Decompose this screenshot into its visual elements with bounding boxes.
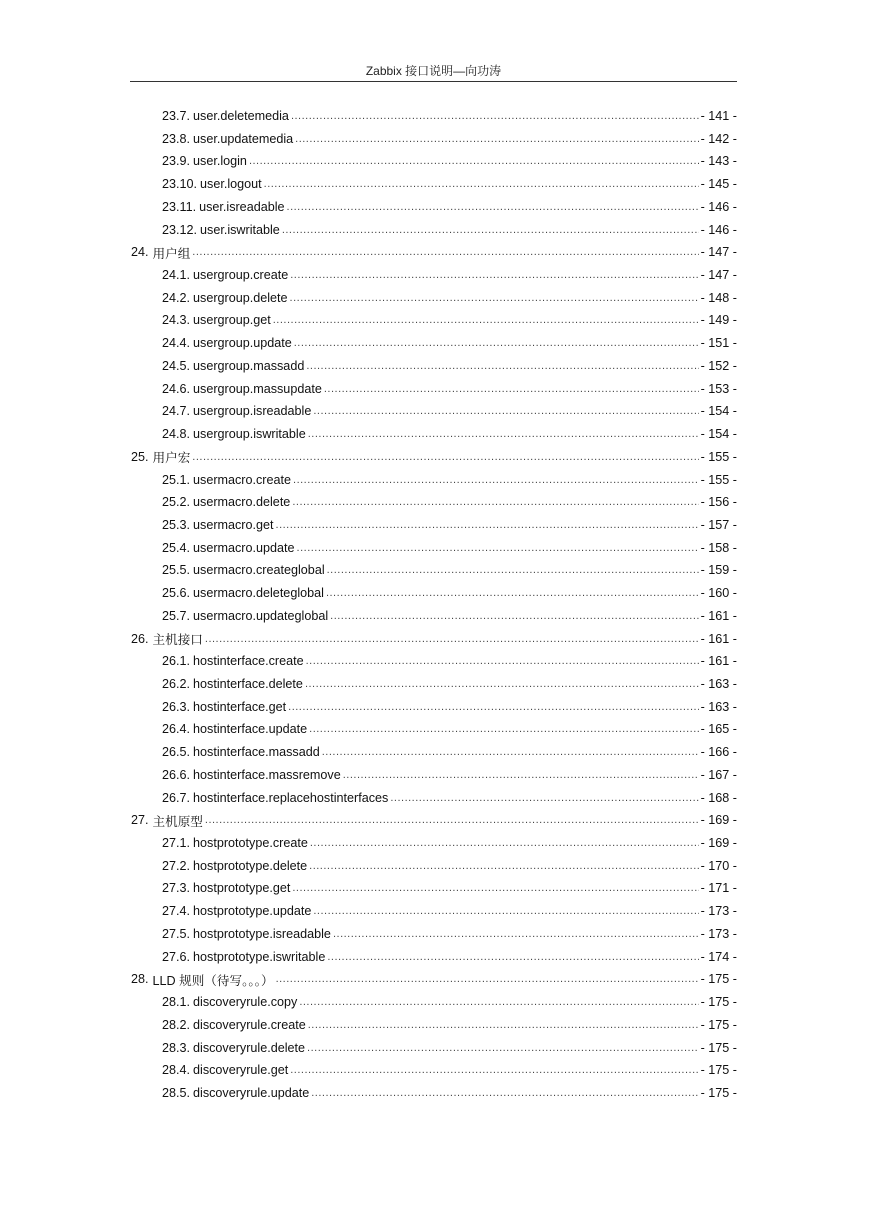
toc-entry-number: 25.	[131, 449, 149, 464]
toc-entry-title: usermacro.delete	[193, 495, 291, 510]
toc-section-entry[interactable]	[162, 923, 737, 945]
toc-entry-number: 26.7.	[162, 790, 191, 805]
toc-page-number: - 158 -	[700, 540, 737, 555]
toc-page-number: - 163 -	[700, 699, 737, 714]
toc-chapter-entry[interactable]	[131, 446, 737, 468]
toc-entry-number: 24.3.	[162, 313, 191, 328]
toc-entry-title: 主机原型	[152, 814, 203, 829]
toc-page-number: - 155 -	[700, 472, 737, 487]
toc-entry-number: 26.	[131, 631, 149, 646]
toc-entry-title: hostinterface.delete	[193, 677, 303, 691]
toc-entry-number: 23.7.	[162, 109, 191, 123]
toc-page-number: - 161 -	[700, 654, 737, 669]
toc-entry-number: 25.3.	[162, 517, 191, 532]
toc-page-number: - 156 -	[700, 495, 737, 510]
toc-page-number: - 174 -	[700, 949, 737, 964]
toc-section-entry[interactable]	[162, 423, 737, 445]
toc-entry-number: 27.2.	[162, 858, 191, 873]
toc-page-number: - 173 -	[700, 926, 737, 941]
toc-page-number: - 163 -	[700, 677, 737, 691]
toc-entry-title: discoveryrule.get	[193, 1063, 289, 1078]
toc-page-number: - 155 -	[700, 449, 737, 464]
toc-page-number: - 149 -	[700, 313, 737, 328]
toc-entry-title: usergroup.iswritable	[193, 427, 306, 442]
toc-entry-number: 23.12.	[162, 222, 198, 237]
toc-page-number: - 151 -	[700, 336, 737, 351]
toc-section-entry[interactable]	[162, 514, 737, 536]
toc-entry-title: discoveryrule.update	[193, 1085, 310, 1100]
toc-entry-number: 23.10.	[162, 177, 198, 192]
toc-entry-number: 27.1.	[162, 836, 191, 851]
toc-page-number: - 175 -	[700, 1063, 737, 1078]
toc-dot-leader	[308, 423, 699, 445]
toc-section-entry[interactable]	[162, 287, 737, 309]
toc-dot-leader	[292, 877, 698, 899]
toc-entry-number: 23.9.	[162, 154, 191, 169]
toc-entry-number: 24.2.	[162, 290, 191, 305]
toc-section-entry[interactable]	[162, 128, 737, 150]
toc-chapter-entry[interactable]	[131, 809, 737, 831]
toc-section-entry[interactable]	[162, 1014, 737, 1036]
toc-page-number: - 146 -	[700, 199, 737, 214]
toc-dot-leader	[311, 1082, 698, 1104]
toc-page-number: - 169 -	[700, 836, 737, 851]
toc-entry-title: 主机接口	[152, 633, 203, 648]
toc-entry-number: 26.1.	[162, 654, 191, 669]
toc-entry-number: 23.8.	[162, 131, 191, 146]
toc-section-entry[interactable]	[162, 469, 737, 491]
toc-dot-leader	[330, 605, 698, 627]
toc-entry-title: usergroup.create	[193, 268, 289, 283]
toc-entry-number: 28.5.	[162, 1085, 191, 1100]
toc-entry-title: usergroup.isreadable	[193, 404, 312, 419]
toc-entry-number: 24.8.	[162, 427, 191, 442]
toc-entry-number: 25.5.	[162, 563, 191, 578]
toc-section-entry[interactable]	[162, 309, 737, 331]
toc-entry-number: 24.1.	[162, 268, 191, 283]
toc-page-number: - 175 -	[700, 1040, 737, 1055]
toc-dot-leader	[294, 332, 699, 354]
toc-section-entry[interactable]	[162, 741, 737, 763]
toc-section-entry[interactable]	[162, 196, 737, 218]
toc-section-entry[interactable]	[162, 400, 737, 422]
toc-entry-title: hostinterface.massremove	[193, 767, 341, 782]
toc-entry-title: hostprototype.create	[193, 836, 308, 851]
toc-section-entry[interactable]	[162, 559, 737, 581]
toc-dot-leader	[264, 173, 699, 195]
toc-page-number: - 143 -	[700, 154, 737, 169]
toc-entry-number: 26.5.	[162, 745, 191, 760]
toc-entry-title: hostinterface.get	[193, 699, 287, 714]
toc-entry-title: usergroup.massadd	[193, 358, 305, 373]
page-header: Zabbix 接口说明—向功涛	[365, 64, 502, 78]
toc-page-number: - 142 -	[700, 131, 737, 146]
toc-entry-number: 25.4.	[162, 540, 191, 555]
toc-entry-title: usergroup.massupdate	[193, 381, 322, 396]
toc-entry-number: 25.6.	[162, 586, 191, 601]
toc-section-entry[interactable]	[162, 219, 737, 241]
toc-section-entry[interactable]	[162, 673, 737, 695]
toc-entry-number: 26.2.	[162, 677, 191, 691]
toc-page-number: - 148 -	[700, 290, 737, 305]
toc-entry-title: hostprototype.get	[193, 881, 291, 896]
toc-dot-leader	[306, 355, 698, 377]
toc-entry-title: 用户组	[152, 246, 191, 261]
toc-dot-leader	[333, 923, 699, 945]
toc-page-number: - 160 -	[700, 586, 737, 601]
toc-section-entry[interactable]	[162, 832, 737, 854]
toc-entry-number: 27.	[131, 813, 149, 828]
toc-entry-title: hostprototype.update	[193, 904, 312, 919]
toc-page-number: - 146 -	[700, 222, 737, 237]
toc-entry-title: hostprototype.delete	[193, 858, 308, 873]
toc-dot-leader	[305, 673, 699, 695]
toc-entry-title: user.login	[193, 154, 247, 169]
toc-page-number: - 154 -	[700, 404, 737, 419]
toc-page-number: - 161 -	[700, 631, 737, 646]
toc-entry-number: 24.4.	[162, 336, 191, 351]
toc-entry-title: user.iswritable	[200, 222, 280, 237]
toc-entry-number: 26.4.	[162, 722, 191, 737]
toc-dot-leader	[249, 150, 699, 172]
toc-dot-leader	[390, 787, 698, 809]
toc-page-number: - 141 -	[700, 109, 737, 123]
toc-dot-leader	[288, 696, 698, 718]
toc-section-entry[interactable]	[162, 1037, 737, 1059]
toc-section-entry[interactable]	[162, 991, 737, 1013]
toc-section-entry[interactable]	[162, 332, 737, 354]
toc-page-number: - 152 -	[700, 358, 737, 373]
toc-page-number: - 175 -	[700, 1085, 737, 1100]
toc-entry-title: usermacro.create	[193, 472, 292, 487]
toc-dot-leader	[276, 968, 699, 990]
toc-dot-leader	[310, 832, 699, 854]
toc-dot-leader	[192, 241, 698, 263]
toc-section-entry[interactable]	[162, 946, 737, 968]
toc-entry-title: usergroup.delete	[193, 290, 288, 305]
toc-entry-title: usermacro.updateglobal	[193, 608, 329, 623]
toc-entry-number: 24.7.	[162, 404, 191, 419]
toc-section-entry[interactable]	[162, 605, 737, 627]
toc-dot-leader	[297, 537, 699, 559]
toc-section-entry[interactable]	[162, 764, 737, 786]
toc-entry-number: 28.3.	[162, 1040, 191, 1055]
toc-page-number: - 169 -	[700, 813, 737, 828]
toc-section-entry[interactable]	[162, 1082, 737, 1104]
toc-dot-leader	[309, 718, 698, 740]
toc-section-entry[interactable]	[162, 877, 737, 899]
toc-entry-number: 25.7.	[162, 608, 191, 623]
toc-page-number: - 173 -	[700, 904, 737, 919]
toc-dot-leader	[290, 287, 699, 309]
toc-section-entry[interactable]	[162, 1059, 737, 1081]
toc-section-entry[interactable]	[162, 718, 737, 740]
toc-page-number: - 170 -	[700, 858, 737, 873]
toc-page-number: - 175 -	[700, 1017, 737, 1032]
toc-page-number: - 147 -	[700, 245, 737, 260]
toc-entry-title: discoveryrule.copy	[193, 995, 298, 1010]
toc-dot-leader	[343, 764, 699, 786]
toc-dot-leader	[313, 900, 698, 922]
toc-page-number: - 175 -	[700, 995, 737, 1010]
toc-dot-leader	[282, 219, 699, 241]
toc-page-number: - 168 -	[700, 790, 737, 805]
toc-section-entry[interactable]	[162, 491, 737, 513]
toc-page-number: - 154 -	[700, 427, 737, 442]
toc-dot-leader	[306, 650, 699, 672]
toc-entry-title: hostprototype.iswritable	[193, 949, 326, 964]
toc-entry-title: LLD 规则（待写。。。）	[152, 973, 274, 988]
toc-dot-leader	[308, 1014, 699, 1036]
toc-entry-title: hostinterface.update	[193, 722, 308, 737]
toc-section-entry[interactable]	[162, 105, 737, 127]
toc-section-entry[interactable]	[162, 378, 737, 400]
toc-section-entry[interactable]	[162, 173, 737, 195]
toc-page-number: - 153 -	[700, 381, 737, 396]
toc-entry-number: 28.2.	[162, 1017, 191, 1032]
toc-section-entry[interactable]	[162, 650, 737, 672]
toc-entry-title: discoveryrule.delete	[193, 1040, 306, 1055]
toc-dot-leader	[205, 628, 699, 650]
toc-chapter-entry[interactable]	[131, 241, 737, 263]
toc-page-number: - 145 -	[700, 177, 737, 192]
toc-dot-leader	[327, 559, 699, 581]
toc-dot-leader	[291, 105, 699, 127]
toc-dot-leader	[205, 809, 699, 831]
toc-section-entry[interactable]	[162, 582, 737, 604]
toc-section-entry[interactable]	[162, 264, 737, 286]
toc-page-number: - 157 -	[700, 517, 737, 532]
toc-dot-leader	[290, 1059, 698, 1081]
toc-entry-title: usermacro.update	[193, 540, 295, 555]
toc-dot-leader	[276, 514, 699, 536]
toc-entry-title: hostinterface.massadd	[193, 745, 320, 760]
toc-entry-title: hostinterface.replacehostinterfaces	[193, 790, 389, 805]
toc-section-entry[interactable]	[162, 900, 737, 922]
toc-entry-title: usermacro.createglobal	[193, 563, 325, 578]
toc-entry-number: 28.4.	[162, 1063, 191, 1078]
toc-page-number: - 167 -	[700, 767, 737, 782]
toc-dot-leader	[322, 741, 699, 763]
toc-entry-title: usergroup.update	[193, 336, 292, 351]
toc-page-number: - 159 -	[700, 563, 737, 578]
toc-section-entry[interactable]	[162, 150, 737, 172]
toc-entry-title: hostinterface.create	[193, 654, 304, 669]
toc-entry-number: 27.5.	[162, 926, 191, 941]
toc-entry-title: 用户宏	[152, 451, 191, 466]
toc-entry-number: 25.2.	[162, 495, 191, 510]
toc-dot-leader	[299, 991, 698, 1013]
toc-entry-number: 25.1.	[162, 472, 191, 487]
toc-entry-title: user.isreadable	[199, 199, 285, 214]
toc-page-number: - 166 -	[700, 745, 737, 760]
toc-dot-leader	[287, 196, 699, 218]
toc-page-number: - 175 -	[700, 972, 737, 987]
toc-entry-title: hostprototype.isreadable	[193, 926, 331, 941]
toc-dot-leader	[327, 946, 698, 968]
toc-chapter-entry[interactable]	[131, 628, 737, 650]
toc-entry-title: usermacro.deleteglobal	[193, 586, 324, 601]
toc-section-entry[interactable]	[162, 787, 737, 809]
toc-dot-leader	[192, 446, 698, 468]
toc-entry-number: 23.11.	[162, 199, 197, 214]
toc-dot-leader	[292, 491, 698, 513]
toc-dot-leader	[309, 855, 698, 877]
toc-entry-title: user.updatemedia	[193, 131, 294, 146]
toc-entry-title: user.deletemedia	[193, 109, 289, 123]
toc-page-number: - 161 -	[700, 608, 737, 623]
toc-entry-title: discoveryrule.create	[193, 1017, 306, 1032]
toc-entry-title: user.logout	[200, 177, 262, 192]
header-divider	[130, 81, 737, 82]
toc-section-entry[interactable]	[162, 696, 737, 718]
toc-entry-number: 27.4.	[162, 904, 191, 919]
toc-chapter-entry[interactable]	[131, 968, 737, 990]
toc-dot-leader	[313, 400, 698, 422]
toc-entry-number: 27.3.	[162, 881, 191, 896]
toc-entry-number: 24.	[131, 245, 149, 260]
toc-dot-leader	[290, 264, 698, 286]
toc-entry-number: 26.6.	[162, 767, 191, 782]
toc-page-number: - 171 -	[700, 881, 737, 896]
toc-section-entry[interactable]	[162, 855, 737, 877]
toc-entry-number: 27.6.	[162, 949, 191, 964]
toc-section-entry[interactable]	[162, 537, 737, 559]
toc-page-number: - 147 -	[700, 268, 737, 283]
toc-section-entry[interactable]	[162, 355, 737, 377]
toc-entry-number: 24.5.	[162, 358, 191, 373]
toc-dot-leader	[324, 378, 699, 400]
toc-entry-number: 26.3.	[162, 699, 191, 714]
toc-dot-leader	[293, 469, 699, 491]
toc-dot-leader	[295, 128, 698, 150]
toc-entry-number: 24.6.	[162, 381, 191, 396]
toc-dot-leader	[273, 309, 699, 331]
toc-entry-title: usermacro.get	[193, 517, 274, 532]
toc-dot-leader	[307, 1037, 699, 1059]
toc-entry-title: usergroup.get	[193, 313, 271, 328]
toc-page-number: - 165 -	[700, 722, 737, 737]
toc-dot-leader	[326, 582, 699, 604]
toc-entry-number: 28.1.	[162, 995, 191, 1010]
toc-entry-number: 28.	[131, 972, 149, 987]
